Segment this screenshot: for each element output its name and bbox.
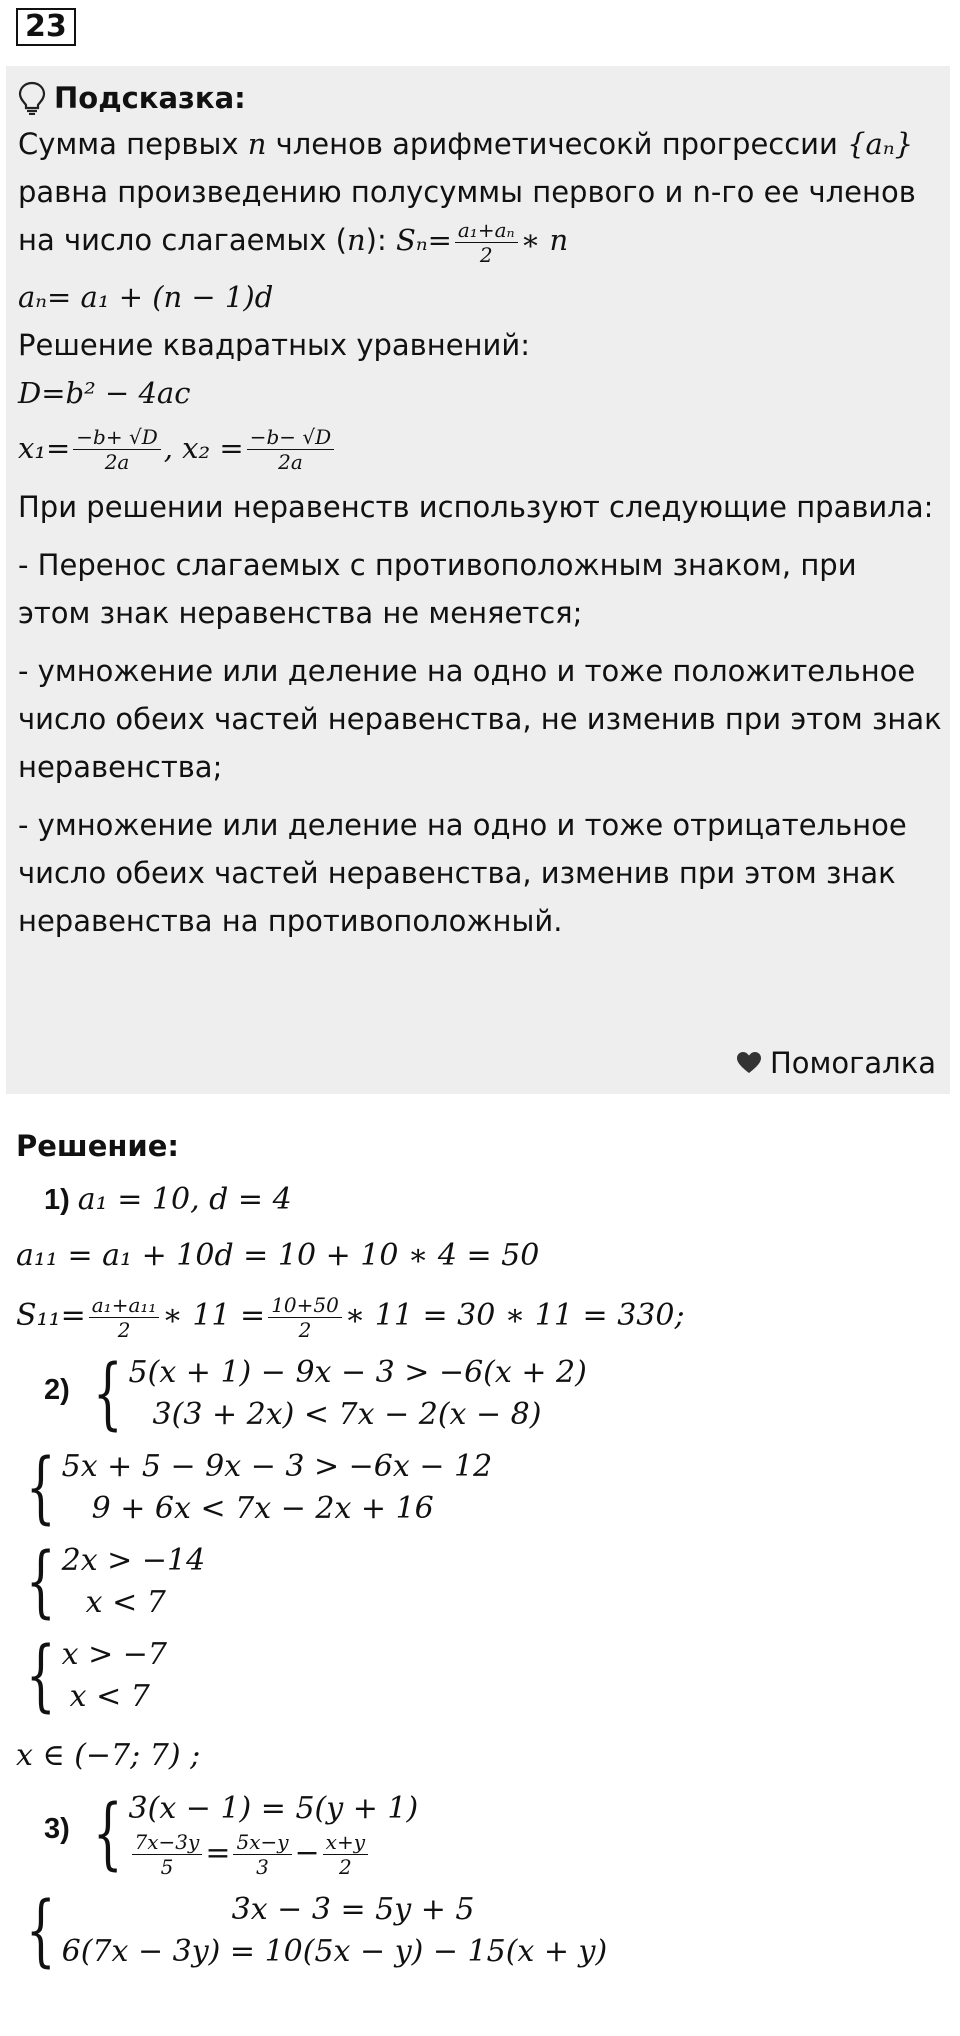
rule-2-line-2: число обеих частей неравенства, не изменив при этом знак [18, 701, 942, 736]
x1-fraction: $\frac{-b+ √D}{2a}$ [73, 425, 160, 474]
formula-roots: x₁= $\frac{-b+ √D}{2a}$ , x₂ = $\frac{-b- √D}{2a}$ [18, 417, 938, 479]
part-2-answer: x ∈ (−7; 7) ; [16, 1738, 201, 1773]
sum-fraction: $\frac{\text{a₁+aₙ}}{2}$ [455, 218, 518, 267]
hint-header [18, 76, 938, 120]
quad-title: Решение квадратных уравнений: [18, 327, 530, 362]
rule-3-line-3: неравенства на противоположный. [18, 903, 563, 938]
rule-1-line-2: этом знак неравенства не меняется; [18, 595, 583, 630]
part-1-a11: a₁₁ = a₁ + 10d = 10 + 10 ∗ 4 = 50 [16, 1238, 540, 1273]
part-3-system-2: { 3x − 3 = 5y + 5 6(7x − 3y) = 10(5x − y) − 15(x + y) [25, 1886, 608, 1976]
s11-fraction-2: $\frac{10+50}{2}$ [268, 1293, 342, 1342]
part-2-system-2: { 5x + 5 − 9x − 3 > −6x − 12 9 + 6x < 7x − 2x + 16 [25, 1443, 493, 1533]
brand-name: Помогалка [770, 1046, 936, 1080]
solution-title: Решение: [16, 1129, 180, 1163]
hint-line-3: на число слагаемых (n): Sₙ= $\frac{\text{a₁+aₙ}}{2}$ ∗ n [18, 217, 569, 267]
rule-2-line-1: - умножение или деление на одно и тоже положительное [18, 653, 916, 688]
heart-icon [736, 1051, 762, 1075]
hint-panel [6, 66, 950, 1094]
x2-fraction: $\frac{-b- √D}{2a}$ [247, 425, 334, 474]
task-number: 23 [16, 8, 76, 46]
rules-intro: При решении неравенств используют следующие правила: [18, 489, 934, 524]
hint-line-1: Сумма первых n членов арифметичесокй прогрессии {aₙ} [18, 127, 914, 161]
part-2-system-1: 2) { 5(x + 1) − 9x − 3 > −6(x + 2) 3(3 + 2x) < 7x − 2(x − 8) [44, 1349, 587, 1439]
part-3-system-1: 3) { 3(x − 1) = 5(y + 1) $\frac{7x-3y}{5}$ = $\frac{5x-y}{3}$ − $\frac{x+y}{2}$ [44, 1788, 419, 1879]
formula-discriminant: D=b² − 4ac [18, 375, 191, 410]
hint-line-2: равна произведению полусуммы первого и n-го ее членов [18, 175, 916, 209]
formula-an: aₙ= a₁ + (n − 1)d [18, 279, 274, 314]
rule-1-line-1: - Перенос слагаемых с противоположным знаком, при [18, 547, 857, 582]
part-2-system-4: { x > −7 x < 7 [25, 1631, 167, 1721]
part-2-system-3: { 2x > −14 x < 7 [25, 1537, 206, 1627]
s11-fraction-1: $\frac{\text{a₁+a₁₁}}{2}$ [89, 1293, 160, 1342]
hint-title: Подсказка: [54, 81, 246, 115]
part-1-s11: S₁₁= $\frac{\text{a₁+a₁₁}}{2}$ ∗ 11 = $\frac{10+50}{2}$ ∗ 11 = 30 ∗ 11 = 330; [16, 1292, 685, 1342]
rule-3-line-1: - умножение или деление на одно и тоже отрицательное [18, 807, 907, 842]
rule-3-line-2: число обеих частей неравенства, изменив при этом знак [18, 855, 896, 890]
lightbulb-icon [18, 81, 46, 115]
brand-badge [736, 1046, 936, 1080]
solution [16, 1120, 946, 1983]
rule-2-line-3: неравенства; [18, 749, 223, 784]
part-1-given: 1) a₁ = 10, d = 4 [44, 1182, 292, 1217]
